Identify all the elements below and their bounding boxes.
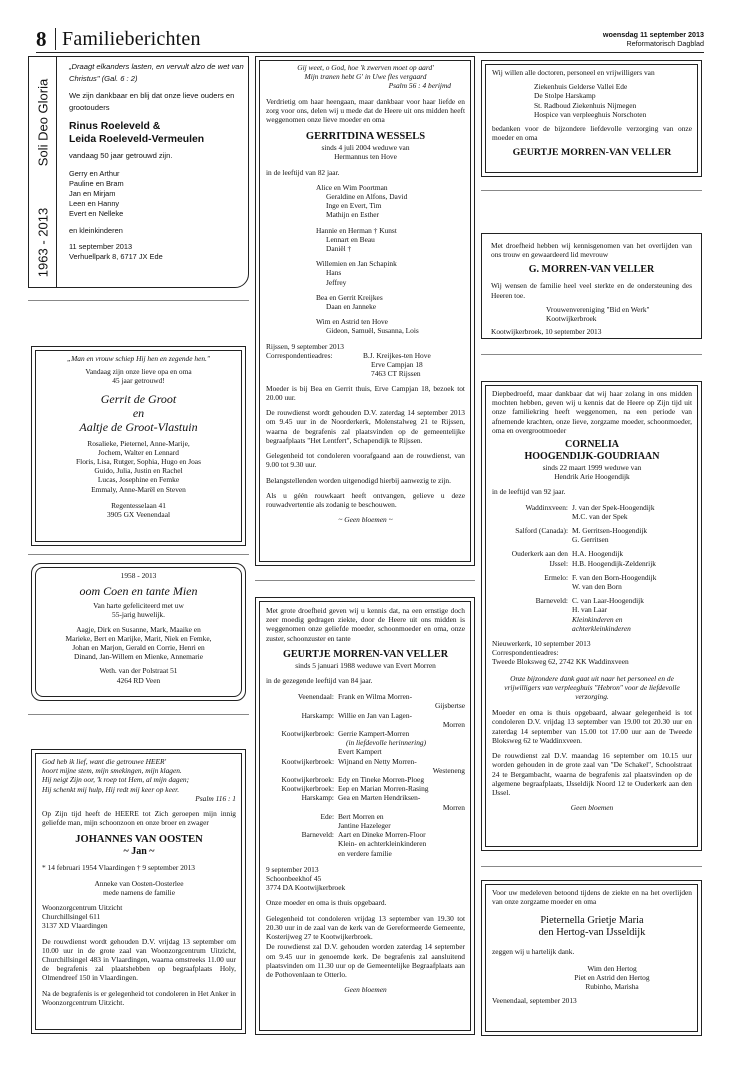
roeleveld-child: Evert en Nelleke [69, 209, 124, 219]
roeleveld-name-1: Rinus Roeleveld & [69, 121, 161, 132]
vanoosten-address-line: 3137 XD Vlaardingen [42, 921, 108, 931]
hoogendijk-name: CORNELIA [565, 439, 619, 451]
coen-address: 4264 RD Veen [116, 675, 161, 685]
vanoosten-verse-line: Hij schenkt mij hulp, Hij redt mij keer op keer. [42, 784, 180, 794]
morren-family-row [266, 701, 465, 710]
morren-family-condolence: Gelegenheid tot condoleren vrijdag 13 september van 19.30 tot 20.30 uur in de zaal van de kerk van de Gereformeerde Gemeente, Kosterijweg 27 te Kootwijkerbroek. [266, 913, 465, 942]
morren-family-widow: sinds 5 januari 1988 weduwe van Evert Morren [295, 660, 436, 670]
morren-family-names: Morren [442, 719, 465, 729]
morren-vereniging-sign: Kootwijkerbroek [546, 314, 597, 324]
morren-family-address: 3774 DA Kootwijkerbroek [266, 883, 346, 893]
morren-family-row [266, 692, 465, 701]
vanoosten-intro: Op Zijn tijd heeft de HEERE tot Zich geroepen mijn innig geliefde man, mijn schoonzoon en onze broer en zwager [42, 809, 236, 828]
morren-family-names: Bert Morren en [338, 811, 384, 821]
hertog-intro: Voor uw medeleven betoond tijdens de ziekte en na het overlijden van onze zorgzame moeder en oma [492, 888, 692, 907]
morren-thanks-hospital: St. Radboud Ziekenhuis Nijmegen [534, 100, 637, 110]
hoogendijk-no-flowers: Geen bloemen [570, 803, 614, 813]
hoogendijk-family-place: Salford (Canada): [515, 526, 568, 536]
roeleveld-intro: We zijn dankbaar en blij dat onze lieve ouders en grootouders [69, 91, 235, 112]
vanoosten-funeral: De rouwdienst wordt gehouden D.V. vrijdag 13 september om 10.00 uur in de grote zaal van Woonzorgcentrum Uitzicht, Churchillsingel 483 in Vlaardingen, waarna omstreeks 11.00 uur de begrafenis zal plaatshebben op begraafplaats Holy, Olmendreef 150 in Vlaardingen. [42, 936, 236, 983]
morren-family-place [266, 720, 338, 729]
wessels-corr-line: B.J. Kreijkes-ten Hove [363, 350, 431, 360]
wessels-family-line: Inge en Evert, Tim [326, 201, 382, 211]
morren-family-names: Morren [442, 802, 465, 812]
roeleveld-side-years: 1963 - 2013 [35, 207, 51, 278]
vanoosten-address-line: Woonzorgcentrum Uitzicht [42, 903, 123, 913]
wessels-family-line: Jeffrey [326, 277, 347, 287]
morren-family-place: Kootwijkerbroek: [281, 756, 334, 766]
hoogendijk-corr-address: Tweede Bloksweg 62, 2742 KK Waddinxveen [492, 657, 629, 667]
hoogendijk-family-name: H.A. Hoogendijk [572, 549, 624, 559]
hoogendijk-family-name: M. Gerritsen-Hoogendijk [572, 526, 648, 536]
morren-family-place: Barneveld: [301, 830, 334, 840]
morren-family-place: Veenendaal: [297, 692, 334, 702]
morren-family-row [266, 803, 465, 812]
hoogendijk-family-name: H. van Laar [572, 605, 608, 615]
wessels-family-line: Hannie en Herman † Kunst [316, 225, 397, 235]
ad-morren-thanks [481, 60, 702, 177]
morren-family-place [266, 821, 338, 830]
hertog-footer: Veenendaal, september 2013 [492, 996, 577, 1006]
wessels-intro: Verdrietig om haar heengaan, maar dankbaar voor haar liefde en zorg voor ons, delen wij u mede dat de Heere uit ons midden heeft weggenomen onze lieve moeder en oma [266, 96, 465, 125]
hoogendijk-grandkids: achterkleinkinderen [572, 623, 631, 633]
hoogendijk-name: HOOGENDIJK-GOUDRIAAN [524, 451, 660, 463]
morren-family-funeral: De rouwdienst zal D.V. gehouden worden zaterdag 14 september om 9.45 uur in genoemde kerk. De begrafenis zal aansluitend plaatsvinden om 11.30 uur op de Gemeentelijke Begraafplaats aan de Pothovenlaan te Otterlo. [266, 942, 465, 979]
degroot-intro: 45 jaar getrouwd! [112, 376, 165, 386]
hoogendijk-intro: Diepbedroefd, maar dankbaar dat wij haar zolang in ons midden mochten hebben, geven wij u kennis dat de Heere op Zijn tijd uit onze familiekring heeft weggenomen, na een periode van afnemende krachten, onze lieve, zorgzame moeder, schoonmoeder, oma en overgrootmoeder [492, 389, 692, 435]
vanoosten-dates: * 14 februari 1954 Vlaardingen † 9 september 2013 [42, 863, 195, 873]
degroot-inner-frame [35, 350, 242, 542]
morren-family-names: Willie en Jan van Lagen- [338, 710, 412, 720]
vanoosten-inner-frame [35, 753, 242, 1030]
morren-family-names: Aart en Dineke Morren-Floor [338, 830, 426, 840]
wessels-condolence: Gelegenheid tot condoleren voorafgaand aan de rouwdienst, van 9.00 tot 9.30 uur. [266, 451, 465, 470]
vanoosten-nickname: ~ Jan ~ [123, 846, 155, 858]
morren-thanks-name: GEURTJE MORREN-VAN VELLER [512, 147, 672, 159]
degroot-family-line: Floris, Lisa, Rutger, Sophia, Hugo en Joas [76, 457, 201, 467]
wessels-visit: Moeder is bij Bea en Gerrit thuis, Erve Campjan 18, bezoek tot 20.00 uur. [266, 383, 465, 403]
hertog-name: den Hertog-van IJsseldijk [538, 927, 646, 939]
morren-family-place [266, 803, 338, 812]
morren-family-name: GEURTJE MORREN-VAN VELLER [282, 648, 449, 660]
header-date: woensdag 11 september 2013 [602, 30, 704, 39]
morren-family-place [266, 701, 338, 710]
degroot-address: Regentesselaan 41 [111, 500, 166, 510]
morren-family-row [266, 729, 465, 738]
hertog-signature: Piet en Astrid den Hertog [574, 972, 650, 982]
wessels-family-line: Lennart en Beau [326, 234, 375, 244]
morren-family-row [266, 738, 465, 747]
wessels-family-line: Daniël † [326, 244, 352, 254]
hoogendijk-family-row [492, 503, 692, 521]
morren-family-place: Harskamp: [301, 710, 334, 720]
morren-thanks-inner-frame [485, 64, 698, 173]
vanoosten-verse-ref: Psalm 116 : 1 [195, 793, 236, 803]
wessels-funeral: De rouwdienst wordt gehouden D.V. zaterdag 14 september 2013 om 9.45 uur in de Noorderkerk, Molenstalweg 21 te Rijssen, waarna de begrafenis zal plaatsvinden op de gemeentelijke begraafplaats "Het Lentfert", Schapendijk te Rijssen. [266, 408, 465, 445]
morren-family-row [266, 821, 465, 830]
morren-family-names: Gerrie Kampert-Morren [338, 729, 410, 739]
morren-family-names: Evert Kampert [338, 747, 382, 757]
morren-family-row [266, 766, 465, 775]
coen-wish: 55-jarig huwelijk. [112, 610, 165, 620]
morren-family-place [266, 839, 338, 848]
wessels-verse: Mijn tranen hebt G' in Uwe fles vergaard [304, 72, 427, 82]
header-rule [36, 52, 704, 53]
degroot-address: 3905 GX Veenendaal [106, 510, 171, 520]
hoogendijk-corr-label: Correspondentieadres: [492, 648, 559, 658]
vanoosten-address-line: Churchillsingel 611 [42, 912, 101, 922]
morren-family-names: (in liefdevolle herinnering) [346, 738, 427, 748]
morren-family-names: Gea en Marten Hendriksen- [338, 793, 421, 803]
hoogendijk-widow: sinds 22 maart 1999 weduwe van [542, 463, 642, 473]
roeleveld-side-motto: Soli Deo Gloria [35, 78, 51, 167]
morren-family-row [266, 757, 465, 766]
coen-inner-frame [35, 567, 242, 697]
roeleveld-side-bar [29, 57, 57, 288]
morren-family-names: Eep en Marian Morren-Rasing [338, 784, 429, 794]
roeleveld-name-2: Leida Roeleveld-Vermeulen [69, 134, 205, 145]
ad-morren-vereniging [481, 233, 702, 339]
morren-thanks-hospital: De Stolpe Harskamp [534, 91, 596, 101]
wessels-name: GERRITDINA WESSELS [305, 131, 426, 143]
morren-family-row [266, 747, 465, 756]
morren-family-place: Kootwijkerbroek: [281, 775, 334, 785]
degroot-family-line: Emmaly, Anne-Marël en Steven [91, 484, 186, 494]
degroot-family-line: Guido, Julia, Justin en Rachel [94, 466, 183, 476]
roeleveld-child: Leen en Hanny [69, 199, 120, 209]
morren-family-list [266, 692, 465, 858]
morren-family-names: Klein- en achterkleinkinderen [338, 839, 427, 849]
wessels-family-line: Gideon, Samuël, Susanna, Lois [326, 326, 419, 336]
hertog-thanks: zeggen wij u hartelijk dank. [492, 947, 575, 957]
morren-family-age: in de gezegende leeftijd van 84 jaar. [266, 676, 373, 686]
wessels-family-line: Hans [326, 268, 342, 278]
section-title: Familieberichten [62, 28, 201, 50]
divider [28, 714, 249, 715]
morren-family-intro: Met grote droefheid geven wij u kennis dat, na een ernstige doch zeer moedig gedragen ziekte, door de Heere uit ons midden is weggenomen onze geliefde moeder, schoonmoeder en oma, onze zuster, schoonzuster en tante [266, 606, 465, 643]
divider [28, 554, 249, 555]
hoogendijk-funeral: De rouwdienst zal D.V. maandag 16 september om 10.15 uur worden gehouden in de grote zaal van "De Schakel", Schoolstraat 24 te Bergambacht, waarna de begrafenis zal plaatsvinden op de algemene begraafplaats, IJsseldijk Noord 12 te Ouderkerk aan den IJssel. [492, 751, 692, 797]
degroot-verse: „Man en vrouw schiep Hij hen en zegende hen." [66, 354, 210, 363]
morren-family-row [266, 849, 465, 858]
vanoosten-signature: Anneke van Oosten-Oosterlee [94, 878, 184, 888]
hoogendijk-family-name: M.C. van der Spek [572, 511, 628, 521]
divider [481, 354, 702, 355]
wessels-request: Belangstellenden worden uitgenodigd hierbij aanwezig te zijn. [266, 475, 451, 485]
coen-address: Weth. van der Polstraat 51 [99, 666, 178, 676]
morren-family-place: Ede: [320, 811, 334, 821]
hoogendijk-family-name: H.B. Hoogendijk-Zeldenrijk [572, 558, 656, 568]
vanoosten-name: JOHANNES VAN OOSTEN [75, 834, 203, 846]
vanoosten-condolence: Na de begrafenis is er gelegenheid tot condoleren in Het Anker in Woonzorgcentrum Uitzicht. [42, 988, 236, 1007]
wessels-verse: Gij weet, o God, hoe 'k zwerven moet op aard' [297, 63, 434, 72]
coen-family-line: Aagje, Dirk en Susanne, Mark, Maaike en [76, 624, 201, 634]
vanoosten-verse-line: Hij neigt Zijn oor, 'k roep tot Hem, al mijn dagen; [42, 775, 190, 785]
hoogendijk-family-name: C. van Laar-Hoogendijk [572, 596, 644, 606]
wessels-family-line: Willemien en Jan Schapink [316, 259, 397, 269]
hoogendijk-family-place: Ouderkerk aan den IJssel: [511, 549, 568, 568]
hoogendijk-inner-frame [485, 385, 698, 847]
page-number: 8 [36, 27, 47, 51]
hoogendijk-family-name: J. van der Spek-Hoogendijk [572, 502, 655, 512]
wessels-widow: Hermannus ten Hove [334, 152, 397, 162]
roeleveld-child: Pauline en Bram [69, 179, 124, 189]
wessels-family-line: Alice en Wim Poortman [316, 182, 388, 192]
morren-family-inner-frame [259, 601, 471, 1031]
wessels-corr-line: 7463 CT Rijssen [371, 369, 421, 379]
wessels-family-line: Daan en Janneke [326, 302, 377, 312]
morren-family-row [266, 775, 465, 784]
morren-family-row [266, 720, 465, 729]
morren-family-no-flowers: Geen bloemen [344, 985, 387, 995]
hoogendijk-family-list [492, 503, 692, 633]
divider [481, 190, 702, 191]
degroot-name: Aaltje de Groot-Vlastuin [79, 419, 198, 434]
hoogendijk-home: Moeder en oma is thuis opgebaard, alwaar gelegenheid is tot condoleren D.V. vrijdag 13 september van 19.00 tot 20.30 uur en zaterdag 14 september van 15.00 tot 17.00 uur aan de Tweede Bloksweg 62 te Waddinxveen. [492, 708, 692, 745]
wessels-family-line: Bea en Gerrit Kreijkes [316, 292, 383, 302]
degroot-family-line: Jochem, Walter en Lennard [98, 447, 179, 457]
morren-family-names: Westeneng [432, 765, 465, 775]
morren-thanks-text: bedanken voor de bijzondere liefdevolle verzorging van onze moeder en oma [492, 124, 692, 143]
vanoosten-verse-line: hoort mijne stem, mijn smekingen, mijn klagen. [42, 766, 182, 776]
coen-years: 1958 - 2013 [120, 571, 157, 580]
morren-family-place: Harskamp: [301, 793, 334, 803]
morren-family-row [266, 839, 465, 848]
wessels-widow: sinds 4 juli 2004 weduwe van [321, 143, 410, 153]
wessels-family-line: Wim en Astrid ten Hove [316, 317, 388, 327]
coen-family-line: Dinand, Jan-Willem en Mienke, Annemarie [74, 652, 203, 662]
wessels-corr-label: Correspondentieadres: [266, 350, 333, 360]
morren-vereniging-footer: Kootwijkerbroek, 10 september 2013 [491, 327, 602, 337]
roeleveld-child: Jan en Mirjam [69, 189, 116, 199]
ad-hertog [481, 880, 702, 1036]
hoogendijk-family-row [492, 573, 692, 591]
ad-morren-family [255, 597, 475, 1035]
divider [255, 580, 475, 581]
morren-family-place [266, 849, 338, 858]
roeleveld-verse: „Draagt elkanders lasten, en vervult alzo de wet van Christus" (Gal. 6 : 2) [69, 62, 244, 83]
morren-family-home: Onze moeder en oma is thuis opgebaard. [266, 898, 387, 908]
coen-title: oom Coen en tante Mien [79, 584, 198, 599]
wessels-corr-line: Erve Campjan 18 [371, 360, 423, 370]
morren-thanks-hospital: Ziekenhuis Gelderse Vallei Ede [534, 82, 628, 92]
morren-family-names: Jantine Hazeleger [338, 821, 391, 831]
wessels-no-card: Als u géén rouwkaart heeft ontvangen, gelieve u deze rouwadvertentie als zodanig te beschouwen. [266, 490, 465, 509]
morren-family-row [266, 793, 465, 802]
morren-family-place [266, 747, 338, 756]
morren-family-address: Schoonbeekhof 45 [266, 874, 322, 884]
hoogendijk-family-name: F. van den Born-Hoogendijk [572, 572, 657, 582]
ad-degroot [31, 346, 246, 546]
ad-coen [31, 563, 246, 701]
hoogendijk-thanks: Onze bijzondere dank gaat uit naar het personeel en de vrijwilligers van verpleeghuis "Hebron" voor de liefdevolle verzorging. [504, 673, 680, 702]
wessels-no-flowers: ~ Geen bloemen ~ [338, 515, 393, 525]
morren-vereniging-intro: Met droefheid hebben wij kennisgenomen van het overlijden van ons trouw en gewaardeerd lid mevrouw [491, 241, 692, 260]
header-paper: Reformatorisch Dagblad [626, 39, 704, 48]
morren-family-row [266, 830, 465, 839]
degroot-name: en [132, 405, 145, 420]
morren-family-names: Frank en Wilma Morren- [338, 692, 413, 702]
morren-family-place: Kootwijkerbroek: [281, 729, 334, 739]
morren-thanks-intro: Wij willen alle doctoren, personeel en vrijwilligers van [492, 68, 655, 77]
wessels-inner-frame [259, 60, 471, 562]
hoogendijk-place-date: Nieuwerkerk, 10 september 2013 [492, 639, 591, 649]
morren-family-place [266, 766, 338, 775]
coen-wish: Van harte gefeliciteerd met uw [93, 601, 184, 611]
roeleveld-grandchildren: en kleinkinderen [69, 226, 123, 236]
morren-family-row [266, 784, 465, 793]
roeleveld-married: vandaag 50 jaar getrouwd zijn. [69, 151, 173, 160]
hoogendijk-widow: Hendrik Arie Hoogendijk [554, 472, 630, 482]
header-divider [55, 28, 56, 50]
hoogendijk-family-place: Waddinxveen: [525, 502, 568, 512]
hoogendijk-age: in de leeftijd van 92 jaar. [492, 487, 566, 497]
degroot-intro: Vandaag zijn onze lieve opa en oma [85, 367, 192, 377]
ad-vanoosten [31, 749, 246, 1034]
ad-roeleveld [28, 56, 249, 288]
morren-family-row [266, 711, 465, 720]
ad-wessels [255, 56, 475, 566]
morren-vereniging-name: G. MORREN-VAN VELLER [528, 264, 655, 276]
degroot-name: Gerrit de Groot [100, 391, 177, 406]
wessels-age: in de leeftijd van 82 jaar. [266, 167, 340, 177]
morren-family-names: en verdere familie [338, 848, 392, 858]
hoogendijk-family-place: Ermelo: [544, 572, 568, 582]
morren-family-row [266, 812, 465, 821]
hertog-signature: Wim den Hertog [587, 963, 637, 973]
divider [481, 866, 702, 867]
hoogendijk-family-name: W. van den Born [572, 582, 622, 592]
morren-family-place [266, 738, 338, 747]
morren-vereniging-sign: Vrouwenvereniging "Bid en Werk" [546, 304, 650, 314]
morren-family-names: Wijnand en Netty Morren- [338, 756, 417, 766]
roeleveld-child: Gerry en Arthur [69, 169, 120, 179]
morren-vereniging-wish: Wij wensen de familie heel veel sterkte en de ondersteuning des Heeren toe. [491, 281, 692, 300]
morren-family-date: 9 september 2013 [266, 864, 319, 874]
hoogendijk-family-row [492, 526, 692, 544]
hertog-name: Pieternella Grietje Maria [540, 915, 644, 927]
vanoosten-signature: mede namens de familie [102, 887, 176, 897]
morren-thanks-hospital: Hospice van verpleeghuis Norschoten [534, 109, 647, 119]
wessels-verse-ref: Psalm 56 : 4 berijmd [388, 81, 451, 91]
divider [28, 300, 249, 301]
coen-family-line: Marieke, Bert en Marijke, Marit, Niek en Femke, [65, 633, 212, 643]
wessels-place-date: Rijssen, 9 september 2013 [266, 341, 345, 351]
hoogendijk-family-row [492, 596, 692, 633]
hoogendijk-grandkids: Kleinkinderen en [572, 614, 623, 624]
morren-family-names: Edy en Tineke Morren-Ploeg [338, 775, 425, 785]
wessels-family-line: Geraldine en Alfons, David [326, 192, 408, 202]
hoogendijk-family-place: Barneveld: [535, 596, 568, 606]
degroot-family-line: Rosalieke, Pieternel, Anne-Marije, [87, 438, 190, 448]
hertog-inner-frame [485, 884, 698, 1032]
wessels-family-line: Mathijn en Esther [326, 210, 379, 220]
hoogendijk-family-name: G. Gerritsen [572, 535, 609, 545]
hoogendijk-family-row [492, 549, 692, 567]
roeleveld-date: 11 september 2013 [69, 242, 133, 252]
vanoosten-verse-line: God heb ik lief, want die getrouwe HEER' [42, 757, 167, 766]
morren-family-names: Gijsbertse [435, 701, 465, 711]
coen-family-line: Johan en Marjon, Gerald en Corrie, Henri en [72, 643, 205, 653]
hertog-signature: Rubinho, Marisha [585, 982, 639, 992]
morren-family-place: Kootwijkerbroek: [281, 784, 334, 794]
degroot-family-line: Lucas, Josephine en Femke [97, 475, 180, 485]
ad-hoogendijk [481, 381, 702, 851]
roeleveld-address: Verhuellpark 8, 6717 JX Ede [69, 252, 163, 262]
